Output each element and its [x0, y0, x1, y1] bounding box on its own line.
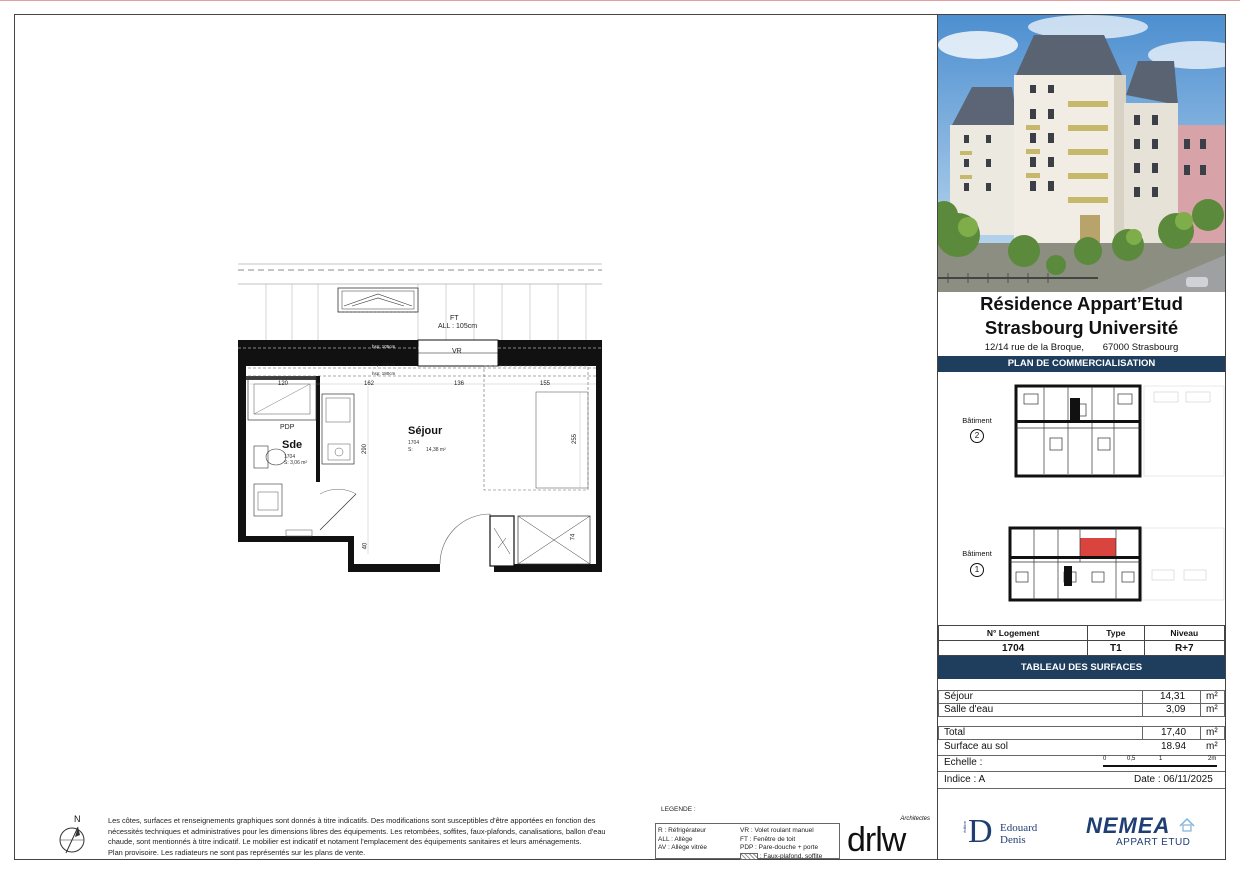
floor-plan [236, 258, 604, 574]
header-type: Type [1088, 626, 1144, 641]
surface-value: 3,09 [1166, 704, 1186, 715]
dim-label: 120 [278, 381, 289, 387]
building-2-floorplan [1014, 384, 1226, 480]
building-2-label: Bâtiment [962, 416, 992, 425]
total-name: Total [944, 727, 966, 738]
surface-name: Séjour [944, 691, 973, 702]
developer-logo-side: édition [962, 821, 967, 833]
allege-label: ALL : 105cm [438, 323, 478, 330]
legend-item: PDP : Pare-douche + porte [740, 844, 819, 852]
row-divider [938, 788, 1225, 789]
building-rendering [938, 15, 1225, 292]
ft-label: FT [450, 315, 459, 322]
dim-label: 40 [362, 542, 369, 550]
north-label: N [74, 814, 81, 824]
legend-box [655, 823, 840, 859]
developer-logo [962, 813, 1068, 853]
building-2-number: 2 [970, 429, 984, 443]
note-line: chaude, sont mentionnés à titre indicatif. Le mobilier est indicatif et notament l'emplacement des équipements sanitaires et leurs aménagements. [108, 837, 582, 847]
developer-logo-line2: Denis [1000, 834, 1026, 846]
floor-plan-drawing [236, 258, 604, 574]
building-1-label: Bâtiment [962, 549, 992, 558]
scale-bar [1100, 756, 1220, 770]
surface-unit: m² [1206, 691, 1218, 702]
developer-logo-mark: D [968, 813, 993, 850]
north-arrow [58, 814, 88, 858]
legend-item: AV : Allège vitrée [658, 844, 708, 852]
legend-item: ALL : Allège [658, 835, 693, 843]
value-type: T1 [1088, 641, 1144, 656]
architect-logo-text: drlw [847, 821, 906, 859]
disclaimer-notes [108, 816, 644, 858]
logos-area [938, 795, 1225, 860]
dim-label: 155 [540, 381, 551, 387]
plan-header-bar: PLAN DE COMMERCIALISATION [938, 356, 1225, 372]
legend [655, 806, 840, 860]
header-niveau: Niveau [1144, 626, 1225, 641]
scale-tick: 1 [1159, 756, 1163, 762]
surface-sol-name: Surface au sol [944, 741, 1008, 752]
note-line: nécessités techniques et administratives pour les dimensions libres des équipements. Les retombées, soffites, faux-plafonds, canalisations, ballon d'eau [108, 826, 606, 836]
hsp-label-1: hsp: 105cm [372, 344, 396, 349]
indice-label: Indice : A [944, 774, 986, 785]
top-border-line [0, 0, 1240, 1]
developer-logo-line1: Edouard [1000, 822, 1038, 834]
row-divider [938, 771, 1225, 772]
hsp-label-2: hsp: 130cm [372, 362, 396, 367]
unit-info-table [938, 625, 1225, 656]
dim-label: 74 [570, 533, 577, 541]
residence-title-line2: Strasbourg Université [984, 317, 1179, 338]
vr-label: VR [452, 348, 462, 355]
brand-logo-name: NEMEA [1086, 813, 1171, 838]
surface-unit: m² [1206, 704, 1218, 715]
room-sejour-area: 14,38 m² [426, 447, 446, 453]
surface-value: 14,31 [1160, 691, 1186, 702]
pdp-label: PDP [280, 424, 295, 431]
architect-logo [847, 815, 932, 859]
room-sde-name: Sde [282, 439, 303, 451]
building-illustration [938, 15, 1225, 292]
scale-tick: 2m [1208, 756, 1217, 762]
house-icon [1178, 817, 1196, 833]
legend-title: LEGENDE : [661, 806, 696, 813]
header-logement: N° Logement [939, 626, 1088, 641]
legend-item-label: : Faux-plafond, soffite [759, 853, 823, 860]
scale-tick: 0,5 [1127, 756, 1136, 762]
surface-sol-value: 18.94 [1161, 741, 1187, 752]
date-label: Date : 06/11/2025 [1134, 774, 1213, 785]
surface-name: Salle d'eau [944, 704, 994, 715]
echelle-label: Echelle : [944, 757, 983, 768]
surface-sol-unit: m² [1206, 741, 1218, 752]
legend-item: FT : Fenêtre de toit [740, 835, 796, 843]
note-line: Les côtes, surfaces et renseignements graphiques sont donnés à titre indicatifs. Des modifications sont susceptibles d'être apportées en fonction des [108, 816, 596, 825]
scale-segment [1103, 765, 1131, 767]
hatch-swatch-icon [740, 853, 758, 860]
compass-icon [58, 825, 88, 857]
note-line: Plan provisoire. Les radiateurs ne sont pas représentés sur les plans de vente. [108, 847, 366, 857]
address-street: 12/14 rue de la Broque, [984, 342, 1085, 353]
room-sejour-name: Séjour [408, 425, 443, 437]
room-sejour-area-prefix: S: [408, 447, 413, 453]
residence-title [938, 292, 1225, 340]
building-1-number: 1 [970, 563, 984, 577]
dim-label: 162 [364, 381, 375, 387]
residence-title-line1: Résidence Appart’Etud [980, 293, 1183, 314]
total-unit: m² [1206, 727, 1218, 738]
highlighted-unit [1080, 538, 1116, 558]
room-sde-code: 1704 [284, 454, 296, 460]
value-logement: 1704 [939, 641, 1088, 656]
dim-label: 290 [362, 443, 369, 455]
dim-label: 136 [454, 381, 465, 387]
legend-item-soffite [740, 853, 822, 862]
legend-item: VR : Volet roulant manuel [740, 827, 814, 834]
scale-tick: 0 [1103, 756, 1107, 762]
value-niveau: R+7 [1144, 641, 1225, 656]
room-sejour-code: 1704 [408, 440, 420, 446]
surfaces-header-bar: TABLEAU DES SURFACES [938, 656, 1225, 679]
brand-logo-sub: APPART ETUD [1116, 837, 1191, 848]
architect-sub: Architectes [900, 816, 930, 822]
dim-label: 255 [572, 433, 579, 445]
building-1-floorplan [1008, 526, 1226, 606]
room-sde-area: S: 3,06 m² [284, 460, 308, 466]
address-city: 67000 Strasbourg [1102, 342, 1179, 353]
brand-logo [1086, 813, 1206, 853]
residence-address [938, 342, 1225, 353]
legend-item: R : Réfrigérateur [658, 827, 707, 834]
hsp-label-3: hsp: 180cm [372, 371, 396, 376]
total-value: 17,40 [1161, 727, 1187, 738]
